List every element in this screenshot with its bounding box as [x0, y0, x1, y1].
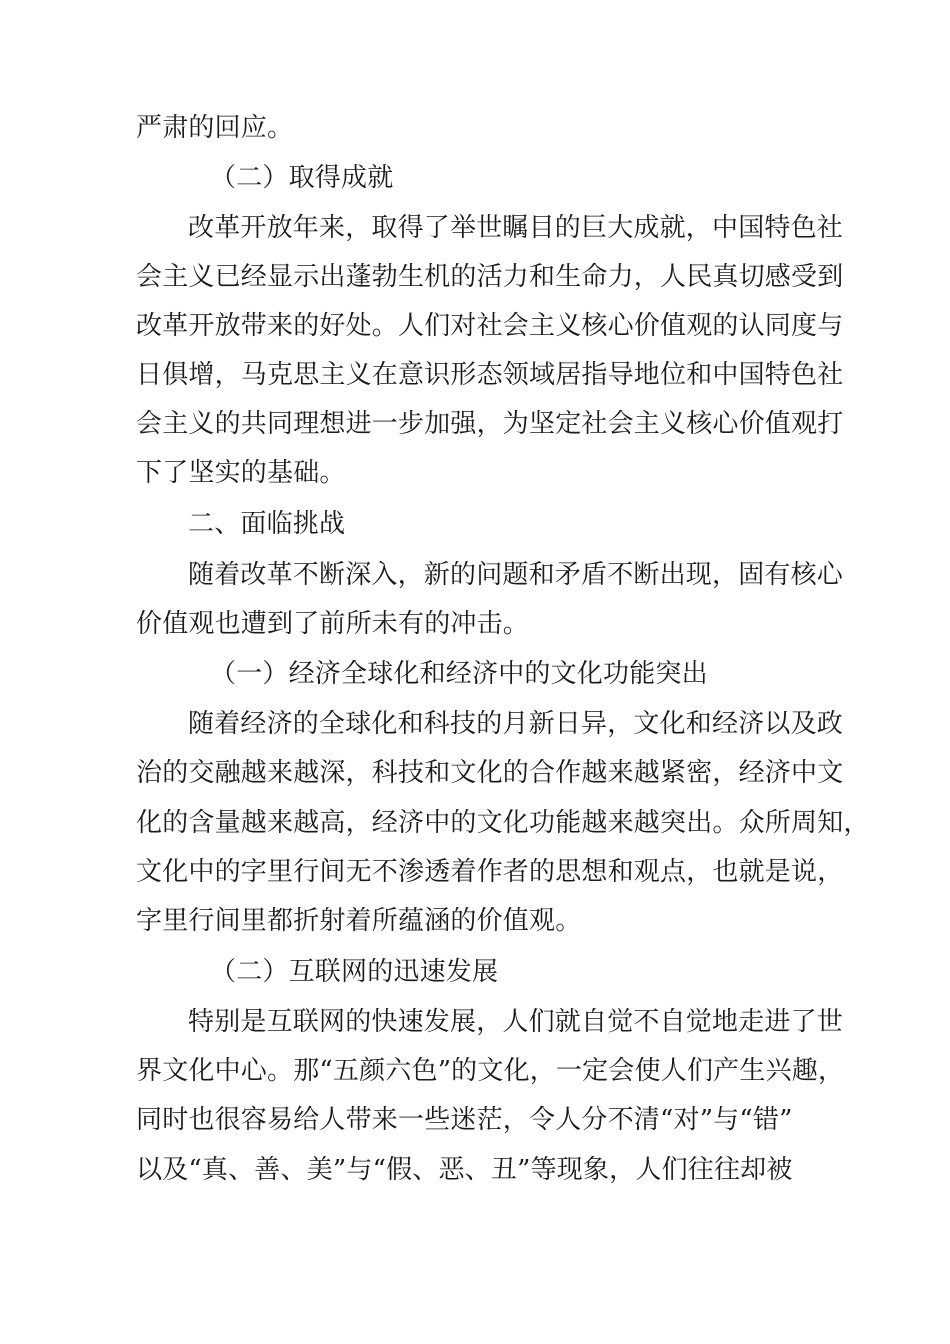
paragraph-line: 日俱增，马克思主义在意识形态领域居指导地位和中国特色社	[136, 360, 844, 390]
paragraph-line: 严肃的回应。	[136, 113, 294, 143]
paragraph-line: 以及“真、善、美”与“假、恶、丑”等现象，人们往往却被	[136, 1155, 793, 1185]
paragraph-line: 价值观也遭到了前所未有的冲击。	[136, 609, 530, 639]
paragraph-line: 随着经济的全球化和科技的月新日异，文化和经济以及政	[188, 709, 844, 739]
paragraph-line: 同时也很容易给人带来一些迷茫，令人分不清“对”与“错”	[136, 1105, 793, 1135]
paragraph-line: 随着改革不断深入，新的问题和矛盾不断出现，固有核心	[188, 560, 844, 590]
paragraph-line: 特别是互联网的快速发展，人们就自觉不自觉地走进了世	[188, 1007, 844, 1037]
subheading: （二）取得成就	[210, 163, 394, 193]
paragraph-line: 改革开放年来，取得了举世瞩目的巨大成就，中国特色社	[188, 213, 844, 243]
paragraph-line: 下了坚实的基础。	[136, 458, 346, 488]
subheading: （二）互联网的迅速发展	[210, 957, 499, 987]
paragraph-line: 改革开放带来的好处。人们对社会主义核心价值观的认同度与	[136, 311, 844, 341]
subheading: （一）经济全球化和经济中的文化功能突出	[210, 659, 708, 689]
paragraph-line: 化的含量越来越高，经济中的文化功能越来越突出。众所周知，	[136, 808, 870, 838]
paragraph-line: 会主义已经显示出蓬勃生机的活力和生命力，人民真切感受到	[136, 262, 844, 292]
paragraph-line: 文化中的字里行间无不渗透着作者的思想和观点，也就是说，	[136, 857, 844, 887]
paragraph-line: 会主义的共同理想进一步加强，为坚定社会主义核心价值观打	[136, 409, 844, 439]
section-heading: 二、面临挑战	[188, 509, 346, 539]
paragraph-line: 治的交融越来越深，科技和文化的合作越来越紧密，经济中文	[136, 758, 844, 788]
paragraph-line: 字里行间里都折射着所蕴涵的价值观。	[136, 906, 582, 936]
paragraph-line: 界文化中心。那“五颜六色”的文化，一定会使人们产生兴趣，	[136, 1056, 845, 1086]
